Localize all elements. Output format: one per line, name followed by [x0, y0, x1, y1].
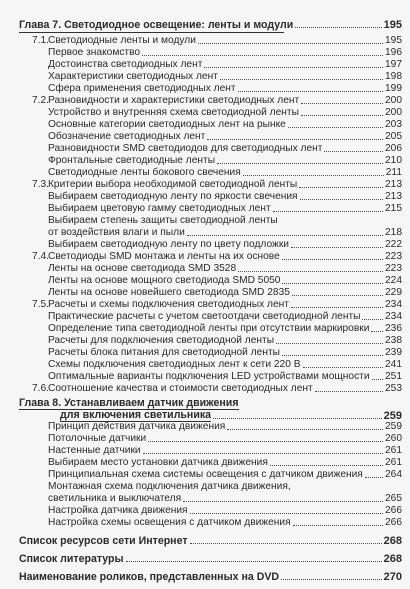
toc-entry-title: Выбираем светодиодную ленту по цвету подложки [48, 239, 289, 250]
toc-entry[interactable] [32, 179, 402, 191]
toc-entry-title: Расчеты блока питания для светодиодной ленты [48, 347, 280, 358]
toc-page-number: 241 [385, 359, 402, 370]
toc-entry[interactable] [48, 275, 402, 287]
toc-entry-title: Настенные датчики [48, 445, 141, 456]
toc-page-number: 203 [385, 119, 402, 130]
toc-entry-title: Настройка схемы освещения с датчиком движения [48, 517, 291, 528]
toc-page-number: 218 [385, 227, 402, 238]
toc-entry-title: Определение типа светодиодной ленты при отсутствии маркировки [48, 323, 370, 334]
toc-entry[interactable] [32, 35, 402, 47]
toc-entry[interactable] [19, 571, 402, 583]
chapter-7-underline [19, 32, 284, 33]
toc-page-number: 215 [385, 203, 402, 214]
toc-entry[interactable] [48, 421, 402, 433]
dot-leader [371, 331, 383, 332]
dot-leader [276, 343, 383, 344]
toc-entry-title: Список литературы [19, 553, 124, 565]
toc-entry-title: Принципиальная схема системы освещения с датчиком движения [48, 469, 363, 480]
toc-entry[interactable] [48, 155, 402, 167]
dot-leader [282, 259, 383, 260]
toc-entry[interactable] [48, 433, 402, 445]
toc-entry-title: Схемы подключения светодиодных лент к сети 220 В [48, 359, 301, 370]
toc-entry[interactable] [48, 215, 402, 227]
toc-page-number: 251 [385, 371, 402, 382]
toc-entry-title: Выбираем цветовую гамму светодиодных лент [48, 203, 271, 214]
dot-leader [301, 103, 383, 104]
toc-entry[interactable] [19, 535, 402, 547]
toc-entry[interactable] [48, 71, 402, 83]
dot-leader [217, 163, 383, 164]
dot-leader [372, 379, 383, 380]
toc-page-number: 210 [385, 155, 402, 166]
dot-leader [190, 543, 382, 544]
toc-page-number: 224 [385, 275, 402, 286]
dot-leader [148, 441, 383, 442]
toc-page-number: 205 [385, 131, 402, 142]
toc-page-number: 268 [383, 553, 402, 565]
toc-entry[interactable] [48, 505, 402, 517]
toc-entry-title: Ленты на основе новейшего светодиода SMD 2835 [48, 287, 290, 298]
toc-entry[interactable] [32, 299, 402, 311]
toc-entry-title: Принцип действия датчика движения [48, 421, 226, 432]
dot-leader [288, 127, 383, 128]
toc-entry-title: Список ресурсов сети Интернет [19, 535, 188, 547]
toc-entry-title: Расчеты для подключения светодиодной ленты [48, 335, 275, 346]
dot-leader [300, 199, 383, 200]
toc-section-number: 7.4. [32, 251, 49, 262]
dot-leader [282, 283, 383, 284]
dot-leader [315, 391, 383, 392]
toc-entry-title: Фронтальные светодиодные ленты [48, 155, 216, 166]
toc-section-number: 7.2. [32, 95, 49, 106]
toc-entry[interactable] [48, 47, 402, 59]
toc-page-number: 259 [385, 421, 402, 432]
toc-entry-title: Глава 8. Устанавливаем датчик движения [19, 397, 239, 409]
toc-entry-title: для включения светильника [60, 409, 212, 421]
dot-leader [142, 55, 383, 56]
dot-leader [293, 525, 383, 526]
toc-entry-title: Характеристики светодиодных лент [48, 71, 218, 82]
toc-entry-title: от воздействия влаги и пыли [48, 227, 185, 238]
toc-page-number: 211 [385, 167, 402, 178]
dot-leader [291, 307, 383, 308]
toc-entry[interactable] [48, 203, 402, 215]
toc-entry[interactable] [48, 83, 402, 95]
dot-leader [243, 175, 384, 176]
toc-page-number: 265 [385, 493, 402, 504]
toc-page-number: 213 [385, 191, 402, 202]
dot-leader [238, 91, 383, 92]
dot-leader [299, 187, 383, 188]
dot-leader [198, 43, 383, 44]
toc-page-number: 196 [385, 47, 402, 58]
toc-entry-title: Расчеты и схемы подключения светодиодных лент [48, 299, 289, 310]
toc-page-number: 206 [385, 143, 402, 154]
toc-entry-title: Выбираем светодиодную ленту по яркости свечения [48, 191, 298, 202]
toc-entry[interactable] [48, 445, 402, 457]
toc-entry-title: Светодиодные ленты и модули [48, 35, 196, 46]
toc-page-number: 234 [385, 299, 402, 310]
dot-leader [238, 271, 383, 272]
toc-entry-title: Первое знакомство [48, 47, 141, 58]
toc-entry[interactable] [19, 19, 402, 31]
toc-entry[interactable] [32, 251, 402, 263]
toc-entry[interactable] [48, 167, 402, 179]
dot-leader [365, 477, 383, 478]
toc-entry[interactable] [48, 481, 402, 493]
toc-entry-title: Разновидности SMD светодиодов для светодиодных лент [48, 143, 323, 154]
toc-page-number: 270 [383, 571, 402, 583]
toc-entry[interactable] [48, 323, 402, 335]
dot-leader [227, 429, 383, 430]
toc-entry-title: Выбираем место установки датчика движения [48, 457, 268, 468]
dot-leader [295, 27, 381, 28]
dot-leader [273, 211, 383, 212]
toc-entry-title: Устройство и внутренняя схема светодиодной ленты [48, 107, 299, 118]
toc-entry[interactable] [48, 59, 402, 71]
toc-page-number: 261 [385, 457, 402, 468]
toc-page-number: 195 [383, 19, 402, 31]
toc-page-number: 222 [385, 239, 402, 250]
toc-entry-title: Практические расчеты с учетом светоотдачи светодиодной ленты [48, 311, 361, 322]
toc-entry[interactable] [48, 517, 402, 529]
dot-leader [204, 67, 383, 68]
dot-leader [362, 319, 383, 320]
toc-page-number: 239 [385, 347, 402, 358]
dot-leader [220, 79, 383, 80]
toc-entry-title: Основные категории светодиодных лент на рынке [48, 119, 286, 130]
toc-section-number: 7.6. [32, 383, 49, 394]
dot-leader [126, 561, 382, 562]
toc-entry-title: Достоинства светодиодных лент [48, 59, 203, 70]
toc-entry[interactable] [48, 311, 402, 323]
toc-entry[interactable] [48, 493, 402, 505]
dot-leader [324, 151, 383, 152]
dot-leader [301, 115, 383, 116]
toc-entry-title: Светодиоды SMD монтажа и ленты на их основе [48, 251, 280, 262]
dot-leader [291, 247, 383, 248]
toc-page-number: 268 [383, 535, 402, 547]
toc-page-number: 223 [385, 251, 402, 262]
toc-entry[interactable] [48, 191, 402, 203]
toc-entry[interactable] [48, 131, 402, 143]
toc-entry[interactable] [48, 227, 402, 239]
toc-section-number: 7.5. [32, 299, 49, 310]
toc-page-number: 229 [385, 287, 402, 298]
dot-leader [183, 501, 383, 502]
toc-entry[interactable] [48, 143, 402, 155]
toc-page-number: 200 [385, 107, 402, 118]
toc-page-number: 195 [385, 35, 402, 46]
dot-leader [187, 235, 383, 236]
toc-page-number: 238 [385, 335, 402, 346]
toc-section-number: 7.3. [32, 179, 49, 190]
dot-leader [143, 453, 383, 454]
toc-entry[interactable] [48, 347, 402, 359]
toc-page-number: 264 [385, 469, 402, 480]
toc-page-number: 259 [383, 410, 402, 422]
dot-leader [207, 139, 383, 140]
toc-entry-title: Выбираем степень защиты светодиодной ленты [48, 215, 278, 226]
toc-page-number: 266 [385, 517, 402, 528]
toc-entry-title: Ленты на основе светодиода SMD 3528 [48, 263, 237, 274]
toc-entry-title: Соотношение качества и стоимости светодиодных лент [48, 383, 313, 394]
dot-leader [282, 355, 383, 356]
toc-page-number: 200 [385, 95, 402, 106]
toc-entry-title: Глава 7. Светодиодное освещение: ленты и модули [19, 19, 294, 31]
dot-leader [281, 579, 382, 580]
toc-entry[interactable] [48, 469, 402, 481]
toc-entry[interactable] [32, 95, 402, 107]
toc-entry-title: Ленты на основе мощного светодиода SMD 5050 [48, 275, 281, 286]
dot-leader [213, 418, 382, 419]
toc-page-number: 234 [385, 311, 402, 322]
toc-entry[interactable] [48, 359, 402, 371]
toc-entry-title: Критерии выбора необходимой светодиодной ленты [48, 179, 298, 190]
toc-entry[interactable] [48, 239, 402, 251]
toc-entry[interactable] [32, 383, 402, 395]
toc-entry[interactable] [19, 553, 402, 565]
toc-entry-title: Обозначение светодиодных лент [48, 131, 206, 142]
toc-entry[interactable] [48, 287, 402, 299]
toc-page-number: 199 [385, 83, 402, 94]
toc-entry-title: Разновидности и характеристики светодиодных лент [48, 95, 300, 106]
toc-entry[interactable] [48, 107, 402, 119]
toc-entry-title: Монтажная схема подключения датчика движения, [48, 481, 291, 492]
toc-page-number: 236 [385, 323, 402, 334]
toc-page-number: 260 [385, 433, 402, 444]
dot-leader [292, 295, 383, 296]
toc-page-number: 266 [385, 505, 402, 516]
dot-leader [270, 465, 383, 466]
toc-entry-title: Потолочные датчики [48, 433, 147, 444]
toc-entry-title: Светодиодные ленты бокового свечения [48, 167, 241, 178]
dot-leader [303, 367, 384, 368]
toc-section-number: 7.1. [32, 35, 49, 46]
dot-leader [190, 513, 383, 514]
toc-entry[interactable] [48, 119, 402, 131]
toc-entry-title: Сфера применения светодиодных лент [48, 83, 236, 94]
toc-page-number: 213 [385, 179, 402, 190]
toc-entry-title: Наименование роликов, представленных на DVD [19, 571, 280, 583]
toc-page-number: 261 [385, 445, 402, 456]
toc-entry-title: Оптимальные варианты подключения LED устройствами мощности [48, 371, 370, 382]
toc-entry[interactable] [48, 263, 402, 275]
toc-page-number: 223 [385, 263, 402, 274]
toc-entry[interactable] [48, 457, 402, 469]
toc-entry-title: светильника и выключателя [48, 493, 182, 504]
toc-entry[interactable] [48, 335, 402, 347]
toc-page-number: 198 [385, 71, 402, 82]
toc-entry[interactable] [48, 371, 402, 383]
toc-page-number: 253 [385, 383, 402, 394]
toc-entry-title: Настройка датчика движения [48, 505, 188, 516]
toc-page-number: 197 [385, 59, 402, 70]
